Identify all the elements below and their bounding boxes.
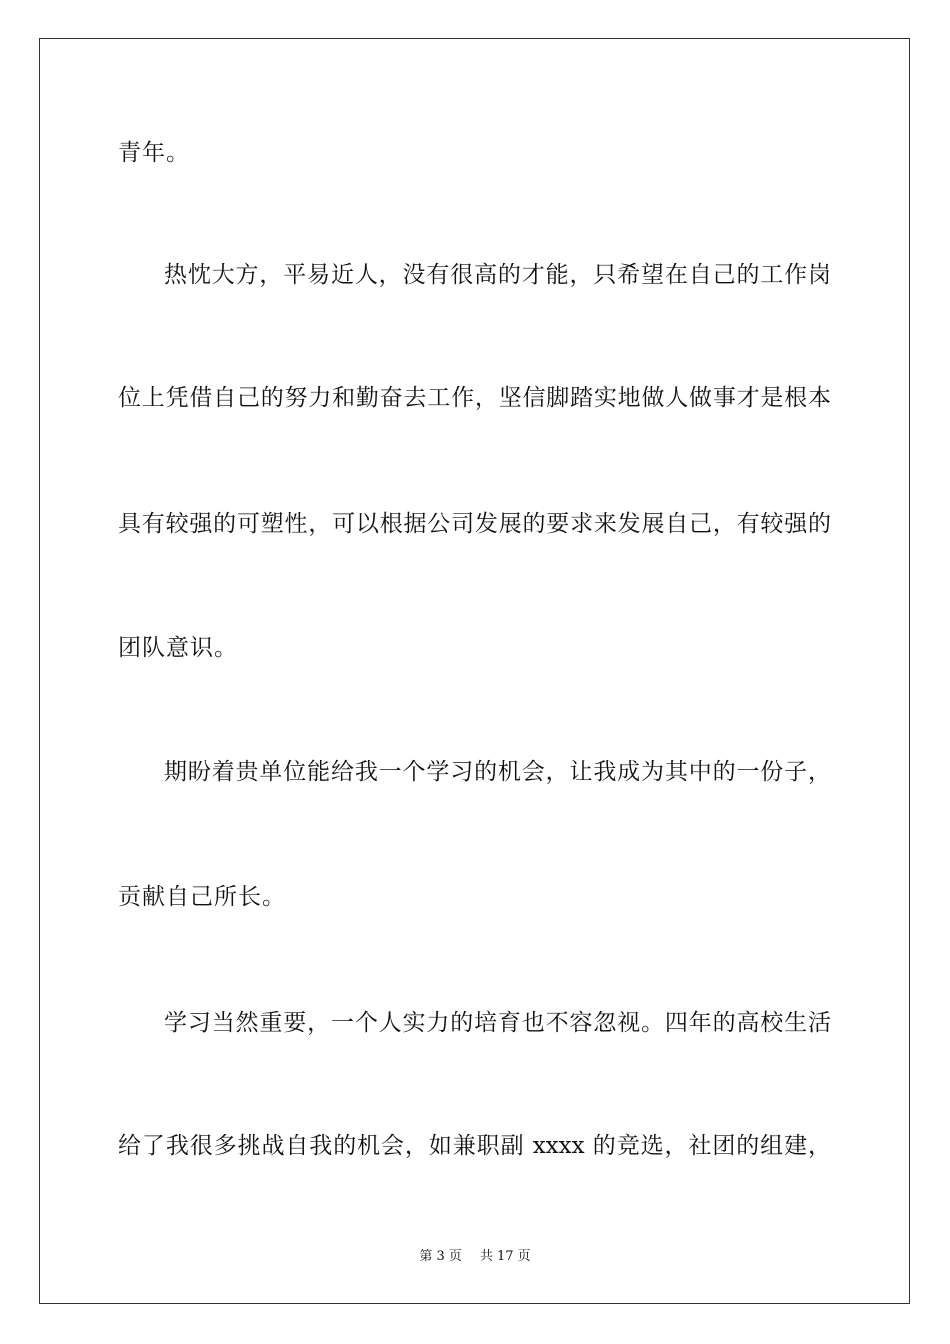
text-line-4: 具有较强的可塑性，可以根据公司发展的要求来发展自己，有较强的 [118, 511, 831, 537]
page-border [39, 38, 910, 1304]
text-line-3: 位上凭借自己的努力和勤奋去工作，坚信脚踏实地做人做事才是根本 [118, 385, 831, 411]
text-line-5: 团队意识。 [118, 635, 238, 661]
text-line-7: 贡献自己所长。 [118, 884, 286, 910]
text-line-9: 给了我很多挑战自我的机会，如兼职副 xxxx 的竞选，社团的组建， [118, 1133, 831, 1159]
page-number: 第 3 页 [419, 1249, 462, 1264]
text-line-8: 学习当然重要，一个人实力的培育也不容忽视。四年的高校生活 [164, 1010, 831, 1036]
text-line-1: 青年。 [118, 140, 190, 166]
page-footer [0, 1248, 950, 1266]
page-total: 共 17 页 [479, 1249, 531, 1264]
text-line-2: 热忱大方，平易近人，没有很高的才能，只希望在自己的工作岗 [164, 262, 831, 288]
text-line-6: 期盼着贵单位能给我一个学习的机会，让我成为其中的一份子， [164, 759, 831, 785]
